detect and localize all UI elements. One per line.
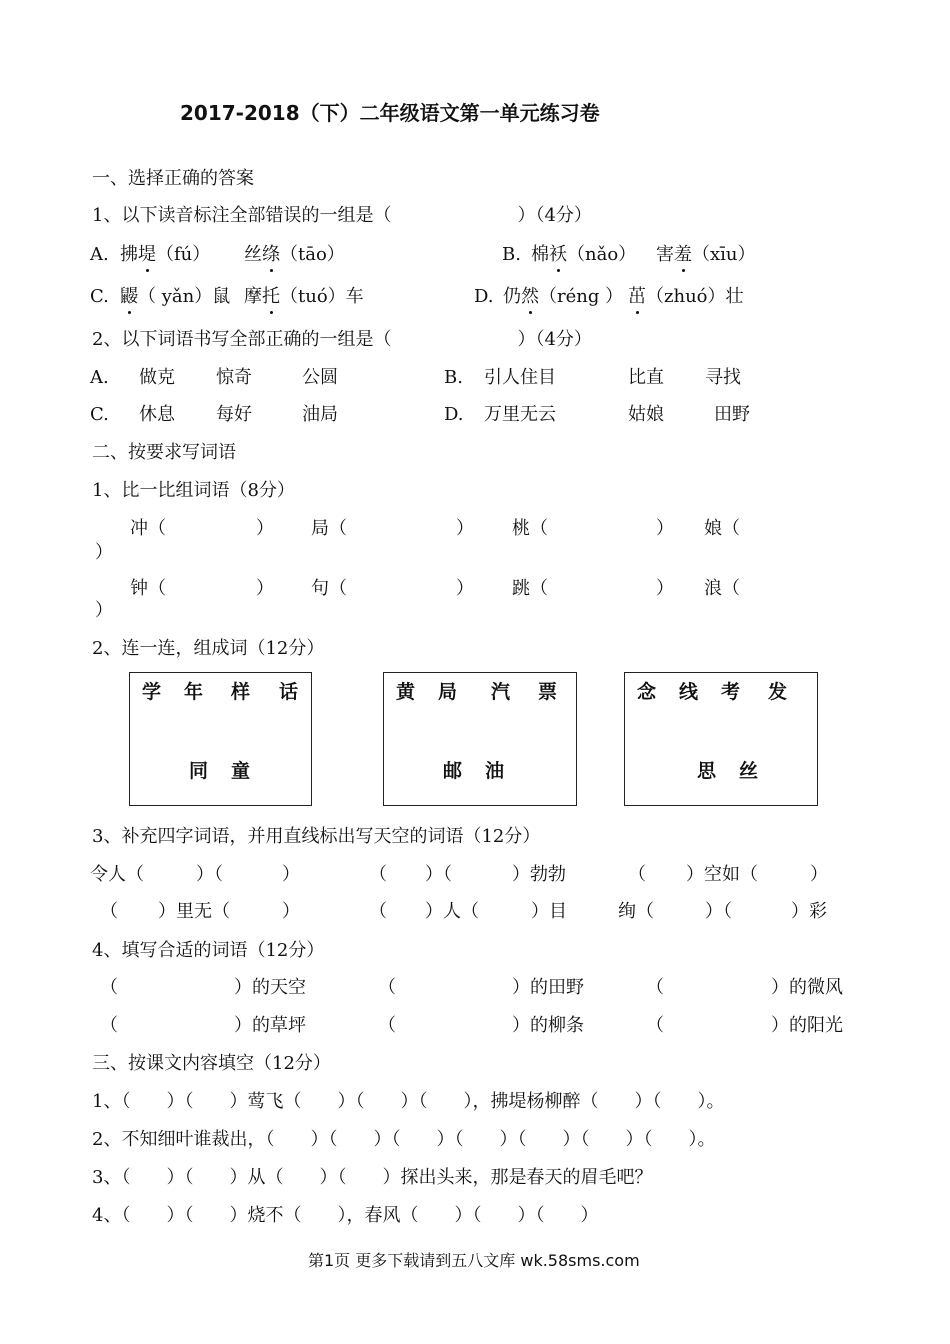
match-char[interactable]: 局: [438, 681, 458, 703]
fill-part: （: [100, 977, 118, 998]
idiom-part: ）（: [705, 901, 732, 922]
fill-part: ）的田野: [512, 977, 584, 998]
idiom-part: ）勃勃: [512, 864, 566, 885]
idiom-part: （: [100, 901, 118, 922]
q1-option-a-label: A.: [90, 244, 109, 265]
fill-part: ）的天空: [234, 977, 306, 998]
q1-option-a-item1: 拂堤（fú）: [120, 244, 211, 265]
match-char[interactable]: 考: [721, 681, 741, 703]
s2-q2-stem: 2、连一连，组成词（12分）: [92, 638, 325, 659]
q2-option-d-word: 姑娘: [628, 404, 664, 425]
compare-item: 句（: [311, 578, 347, 599]
q1-option-a-item2: 丝绦（tāo）: [244, 244, 345, 265]
match-char[interactable]: 汽: [491, 681, 511, 703]
section3-heading: 三、按课文内容填空（12分）: [92, 1053, 331, 1074]
q2-option-c-word: 每好: [216, 404, 252, 425]
s2-q1-stem: 1、比一比组词语（8分）: [92, 480, 295, 501]
q1-option-c-label: C.: [90, 286, 109, 307]
match-char[interactable]: 学: [142, 681, 162, 703]
q2-option-b-label: B.: [444, 367, 463, 388]
compare-blank-end: ）: [256, 578, 274, 599]
match-char[interactable]: 黄: [396, 681, 416, 703]
q1-option-b-label: B.: [502, 244, 521, 265]
match-char[interactable]: 童: [231, 760, 251, 782]
compare-blank-end: ）: [656, 578, 674, 599]
q2-option-a-word: 惊奇: [216, 367, 252, 388]
compare-item: 跳（: [512, 578, 548, 599]
idiom-part: ）（: [425, 864, 452, 885]
match-char[interactable]: 同: [189, 760, 209, 782]
compare-blank-end: ）: [456, 518, 474, 539]
compare-blank-end: ）: [456, 578, 474, 599]
match-char[interactable]: 年: [184, 681, 204, 703]
q2-option-c-word: 休息: [139, 404, 175, 425]
idiom-part: ）目: [531, 901, 567, 922]
q2-option-a-word: 公圆: [302, 367, 338, 388]
fill-part: ）的柳条: [512, 1015, 584, 1036]
compare-wrap: ）: [95, 600, 113, 621]
q2-stem: 2、以下词语书写全部正确的一组是（ ）（4分）: [92, 329, 592, 350]
q1-option-d-label: D.: [474, 286, 494, 307]
recite-line: 3、（ ）（ ）从（ ）（ ）探出头来，那是春天的眉毛吧？: [92, 1167, 653, 1188]
fill-part: ）的草坪: [234, 1015, 306, 1036]
compare-item: 浪（: [704, 578, 740, 599]
match-char[interactable]: 话: [279, 681, 299, 703]
fill-part: （: [646, 977, 664, 998]
idiom-part: （: [369, 901, 387, 922]
match-char[interactable]: 丝: [739, 760, 759, 782]
compare-item: 局（: [311, 518, 347, 539]
idiom-part: ）: [810, 864, 828, 885]
page-footer: 第1页 更多下载请到五八文库 wk.58sms.com: [308, 1251, 640, 1270]
match-char[interactable]: 思: [697, 760, 717, 782]
idiom-part: ）里无（: [158, 901, 230, 922]
idiom-part: （: [369, 864, 387, 885]
compare-wrap: ）: [95, 542, 113, 563]
fill-part: （: [378, 1015, 396, 1036]
q1-option-d-item1: 仍然（réng ）: [503, 286, 624, 307]
q2-option-b-word: 寻找: [705, 367, 741, 388]
q2-option-a-word: 做克: [139, 367, 175, 388]
q2-option-b-word: 比直: [628, 367, 664, 388]
compare-blank-end: ）: [656, 518, 674, 539]
compare-item: 冲（: [130, 518, 166, 539]
idiom-part: 令人（: [90, 864, 144, 885]
section2-heading: 二、按要求写词语: [92, 442, 236, 463]
idiom-part: 绚（: [618, 901, 654, 922]
match-char[interactable]: 发: [768, 681, 788, 703]
fill-part: （: [378, 977, 396, 998]
idiom-part: （: [628, 864, 646, 885]
q1-option-d-item2: 茁（zhuó）壮: [628, 286, 744, 307]
q1-option-b-item1: 棉袄（nǎo）: [531, 244, 637, 265]
recite-line: 4、（ ）（ ）烧不（ ），春风（ ）（ ）（ ）: [92, 1205, 599, 1226]
section1-heading: 一、选择正确的答案: [92, 168, 254, 189]
match-char[interactable]: 念: [637, 681, 657, 703]
compare-item: 娘（: [704, 518, 740, 539]
fill-part: （: [646, 1015, 664, 1036]
s2-q3-stem: 3、补充四字词语，并用直线标出写天空的词语（12分）: [92, 826, 541, 847]
q1-option-c-item1: 鼹（ yǎn）鼠: [120, 286, 231, 307]
compare-item: 钟（: [130, 578, 166, 599]
q1-stem: 1、以下读音标注全部错误的一组是（ ）（4分）: [92, 205, 592, 226]
q2-option-c-word: 油局: [302, 404, 338, 425]
q1-option-b-item2: 害羞（xīu）: [656, 244, 756, 265]
match-char[interactable]: 线: [679, 681, 699, 703]
recite-line: 2、不知细叶谁裁出，（ ）（ ）（ ）（ ）（ ）（ ）（ ）。: [92, 1129, 716, 1150]
idiom-part: ）人（: [425, 901, 479, 922]
fill-part: ）的阳光: [771, 1015, 843, 1036]
fill-part: （: [100, 1015, 118, 1036]
idiom-part: ）: [282, 901, 300, 922]
q2-option-b-word: 引人住目: [484, 367, 556, 388]
q2-option-a-label: A.: [90, 367, 109, 388]
q2-option-c-label: C.: [90, 404, 109, 425]
q1-option-c-item2: 摩托（tuó）车: [244, 286, 364, 307]
idiom-part: ）: [282, 864, 300, 885]
match-char[interactable]: 样: [231, 681, 251, 703]
idiom-part: ）彩: [791, 901, 827, 922]
match-char[interactable]: 油: [485, 760, 505, 782]
q2-option-d-label: D.: [444, 404, 464, 425]
match-char[interactable]: 邮: [443, 760, 463, 782]
idiom-part: ）空如（: [686, 864, 758, 885]
idiom-part: ）（: [196, 864, 223, 885]
q2-option-d-word: 田野: [714, 404, 750, 425]
match-char[interactable]: 票: [538, 681, 558, 703]
s2-q4-stem: 4、填写合适的词语（12分）: [92, 940, 325, 961]
compare-item: 桃（: [512, 518, 548, 539]
compare-blank-end: ）: [256, 518, 274, 539]
fill-part: ）的微风: [771, 977, 843, 998]
q2-option-d-word: 万里无云: [484, 404, 556, 425]
recite-line: 1、（ ）（ ）莺飞（ ）（ ）（ ），拂堤杨柳醉（ ）（ ）。: [92, 1091, 725, 1112]
page-title: 2017-2018（下）二年级语文第一单元练习卷: [180, 101, 600, 125]
